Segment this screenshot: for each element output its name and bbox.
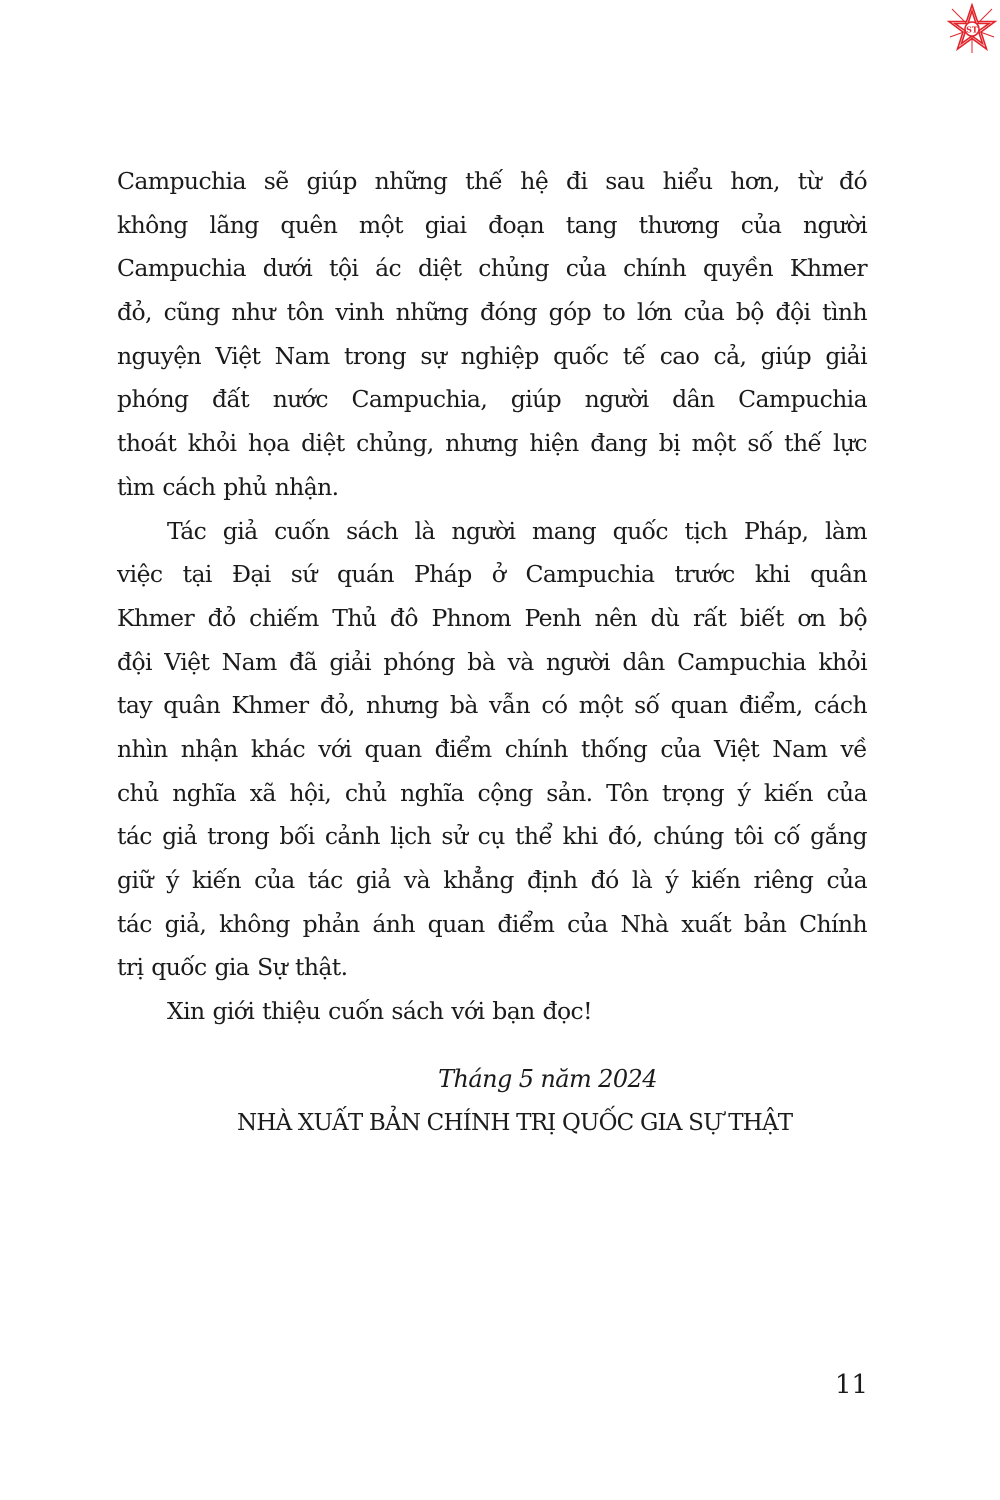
paragraph (117, 990, 867, 1034)
text-line: tác giả trong bối cảnh lịch sử cụ thể khi đó, chúng tôi cố gắng (117, 822, 867, 851)
text-line: thoát khỏi họa diệt chủng, nhưng hiện đang bị một số thế lực (117, 429, 867, 458)
paragraph (117, 160, 867, 510)
publisher-star-logo-icon (946, 3, 998, 55)
page-number: 11 (835, 1370, 869, 1400)
text-line: trị quốc gia Sự thật. (117, 953, 348, 982)
text-line: đỏ, cũng như tôn vinh những đóng góp to lớn của bộ đội tình (117, 298, 867, 327)
text-line: nguyện Việt Nam trong sự nghiệp quốc tế cao cả, giúp giải (117, 341, 867, 370)
text-line: Khmer đỏ chiếm Thủ đô Phnom Penh nên dù rất biết ơn bộ (117, 603, 867, 632)
text-line: tác giả, không phản ánh quan điểm của Nhà xuất bản Chính (117, 909, 867, 938)
text-line: Tác giả cuốn sách là người mang quốc tịch Pháp, làm (167, 516, 867, 545)
text-line: chủ nghĩa xã hội, chủ nghĩa cộng sản. Tôn trọng ý kiến của (117, 778, 867, 807)
text-line: việc tại Đại sứ quán Pháp ở Campuchia trước khi quân (117, 560, 867, 589)
text-line: không lãng quên một giai đoạn tang thương của người (117, 210, 867, 239)
paragraph (117, 510, 867, 991)
text-line: giữ ý kiến của tác giả và khẳng định đó là ý kiến riêng của (117, 866, 867, 894)
text-line: đội Việt Nam đã giải phóng bà và người dân Campuchia khỏi (117, 647, 867, 676)
text-line: nhìn nhận khác với quan điểm chính thống của Việt Nam về (117, 734, 867, 763)
svg-text:ST: ST (966, 24, 978, 35)
text-line: Xin giới thiệu cuốn sách với bạn đọc! (167, 997, 592, 1026)
signature-publisher: NHÀ XUẤT BẢN CHÍNH TRỊ QUỐC GIA SỰ THẬT (237, 1110, 793, 1136)
text-line: phóng đất nước Campuchia, giúp người dân Campuchia (117, 385, 867, 414)
signature-date: Tháng 5 năm 2024 (438, 1065, 657, 1093)
text-line: Campuchia dưới tội ác diệt chủng của chính quyền Khmer (117, 254, 867, 283)
text-line: tay quân Khmer đỏ, nhưng bà vẫn có một số quan điểm, cách (117, 691, 867, 720)
text-line: tìm cách phủ nhận. (117, 472, 339, 501)
text-line: Campuchia sẽ giúp những thế hệ đi sau hiểu hơn, từ đó (117, 167, 867, 195)
body-text (117, 160, 867, 1034)
